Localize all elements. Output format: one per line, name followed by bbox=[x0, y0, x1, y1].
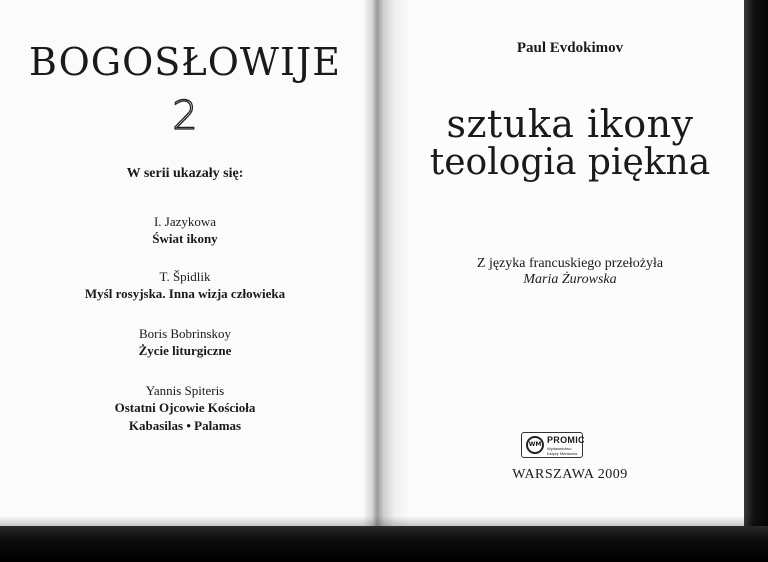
series-entry bbox=[0, 268, 370, 302]
series-number: 2 bbox=[172, 93, 198, 139]
series-entry bbox=[0, 325, 370, 359]
series-title: BOGOSŁOWIJE bbox=[29, 40, 341, 84]
publisher-emblem-icon: WM bbox=[526, 436, 544, 454]
entry-title: Życie liturgiczne bbox=[138, 343, 232, 358]
translation-note: Z języka francuskiego przełożyła bbox=[476, 256, 664, 271]
entry-author: Yannis Spiteris bbox=[145, 383, 225, 398]
entry-title-line2: Kabasilas • Palamas bbox=[128, 418, 242, 433]
entry-title: Świat ikony bbox=[152, 231, 218, 246]
publisher-name: PROMIC bbox=[547, 435, 585, 445]
entry-author: T. Špidlik bbox=[159, 269, 211, 284]
publisher-logo bbox=[521, 432, 583, 458]
entry-title: Ostatni Ojcowie Kościoła bbox=[114, 400, 256, 415]
translator-name: Maria Żurowska bbox=[523, 272, 617, 287]
scan-bottom-edge bbox=[0, 526, 768, 562]
series-list-heading: W serii ukazały się: bbox=[126, 166, 244, 181]
entry-title: Myśl rosyjska. Inna wizja człowieka bbox=[84, 286, 286, 301]
entry-author: Boris Bobrinskoy bbox=[138, 326, 232, 341]
book-subtitle: teologia piękna bbox=[429, 142, 711, 183]
series-entry bbox=[0, 382, 370, 435]
entry-author: I. Jazykowa bbox=[153, 214, 217, 229]
series-entry bbox=[0, 213, 370, 247]
imprint: WARSZAWA 2009 bbox=[512, 467, 628, 482]
publisher-subtitle: Wydawnictwo Księży Marianów bbox=[547, 446, 578, 456]
book-author: Paul Evdokimov bbox=[516, 40, 624, 56]
book-title: sztuka ikony bbox=[446, 102, 694, 146]
